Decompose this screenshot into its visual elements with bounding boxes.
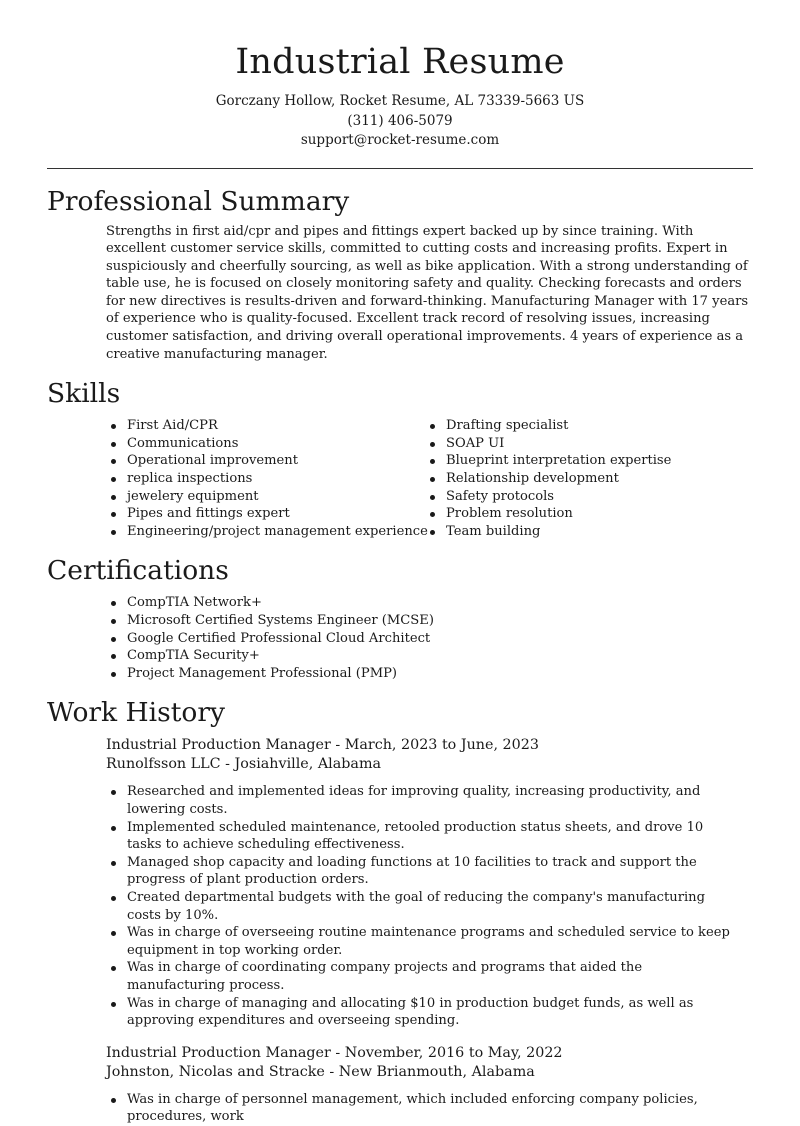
skill-item: Relationship development — [425, 470, 744, 488]
job-company: Johnston, Nicolas and Stracke - New Brianmouth, Alabama — [106, 1063, 535, 1080]
skill-item: Operational improvement — [106, 452, 425, 470]
job-entry — [106, 736, 800, 1029]
job-bullet: Managed shop capacity and loading functions at 10 facilities to track and support the progress of plant production orders. — [106, 854, 740, 889]
job-title: Industrial Production Manager - March, 2023 to June, 2023 — [106, 737, 539, 754]
job-bullet: Implemented scheduled maintenance, retooled production status sheets, and drove 10 tasks to achieve scheduling effectiveness. — [106, 819, 740, 854]
work-history-heading: Work History — [47, 697, 225, 729]
certification-item: Google Certified Professional Cloud Architect — [106, 630, 800, 648]
certifications-list — [106, 594, 800, 682]
summary-section — [0, 185, 800, 364]
skill-item: Pipes and fittings expert — [106, 505, 425, 523]
job-bullets — [106, 783, 740, 1029]
job-bullet: Researched and implemented ideas for improving quality, increasing productivity, and lowering costs. — [106, 783, 740, 818]
resume-header — [0, 0, 800, 151]
skill-item: SOAP UI — [425, 435, 744, 453]
job-bullet: Was in charge of overseeing routine maintenance programs and scheduled service to keep equipment in top working order. — [106, 924, 740, 959]
contact-address: Gorczany Hollow, Rocket Resume, AL 73339-5663 US — [215, 93, 585, 109]
job-bullet: Was in charge of coordinating company projects and programs that aided the manufacturing process. — [106, 959, 740, 994]
skill-item: Safety protocols — [425, 488, 744, 506]
work-history-body — [0, 736, 800, 1126]
skills-list-left — [106, 417, 428, 540]
skill-item: Team building — [425, 523, 744, 541]
skill-item: Engineering/project management experience — [106, 523, 425, 541]
resume-name: Industrial Resume — [235, 42, 565, 82]
skill-item: replica inspections — [106, 470, 425, 488]
job-company: Runolfsson LLC - Josiahville, Alabama — [106, 756, 382, 773]
job-bullet: Was in charge of personnel management, which included enforcing company policies, procedures, work — [106, 1091, 740, 1126]
certification-item: Microsoft Certified Systems Engineer (MCSE) — [106, 612, 800, 630]
job-bullet: Created departmental budgets with the goal of reducing the company's manufacturing costs by 10%. — [106, 889, 740, 924]
certification-item: Project Management Professional (PMP) — [106, 665, 800, 683]
contact-block — [0, 92, 800, 151]
job-bullet: Was in charge of managing and allocating $10 in production budget funds, as well as approving expenditures and overseeing spending. — [106, 995, 740, 1030]
job-title: Industrial Production Manager - November, 2016 to May, 2022 — [106, 1044, 563, 1061]
skill-item: Communications — [106, 435, 425, 453]
skill-item: Drafting specialist — [425, 417, 744, 435]
certifications-heading: Certifications — [47, 555, 229, 587]
skill-item: jewelery equipment — [106, 488, 425, 506]
skill-item: Blueprint interpretation expertise — [425, 452, 744, 470]
job-bullets — [106, 1091, 740, 1126]
job-entry — [106, 1044, 800, 1126]
header-divider — [47, 168, 753, 169]
contact-phone: (311) 406-5079 — [347, 112, 453, 129]
skill-item: Problem resolution — [425, 505, 744, 523]
skills-heading: Skills — [47, 378, 121, 410]
summary-text: Strengths in first aid/cpr and pipes and fittings expert backed up by since training. With excellent customer service skills, committed to cutting costs and increasing profits. Expert in suspiciously and cheerfully sourcing, as well as bike application. With a strong understanding of table use, he is focused on closely monitoring safety and quality. Checking forecasts and orders for new directives is results-driven and forward-thinking. Manufacturing Manager with 17 years of experience who is quality-focused. Excellent track record of resolving issues, increasing customer satisfaction, and driving overall operational improvements. 4 years of experience as a creative manufacturing manager. — [106, 223, 749, 362]
certification-item: CompTIA Network+ — [106, 594, 800, 612]
work-history-section — [0, 696, 800, 1126]
skills-columns — [106, 417, 800, 540]
summary-heading: Professional Summary — [47, 185, 350, 217]
skill-item: First Aid/CPR — [106, 417, 425, 435]
contact-email: support@rocket-resume.com — [300, 132, 500, 148]
skills-list-right — [425, 417, 744, 540]
skills-section — [0, 377, 800, 540]
certifications-section — [0, 554, 800, 682]
certification-item: CompTIA Security+ — [106, 647, 800, 665]
